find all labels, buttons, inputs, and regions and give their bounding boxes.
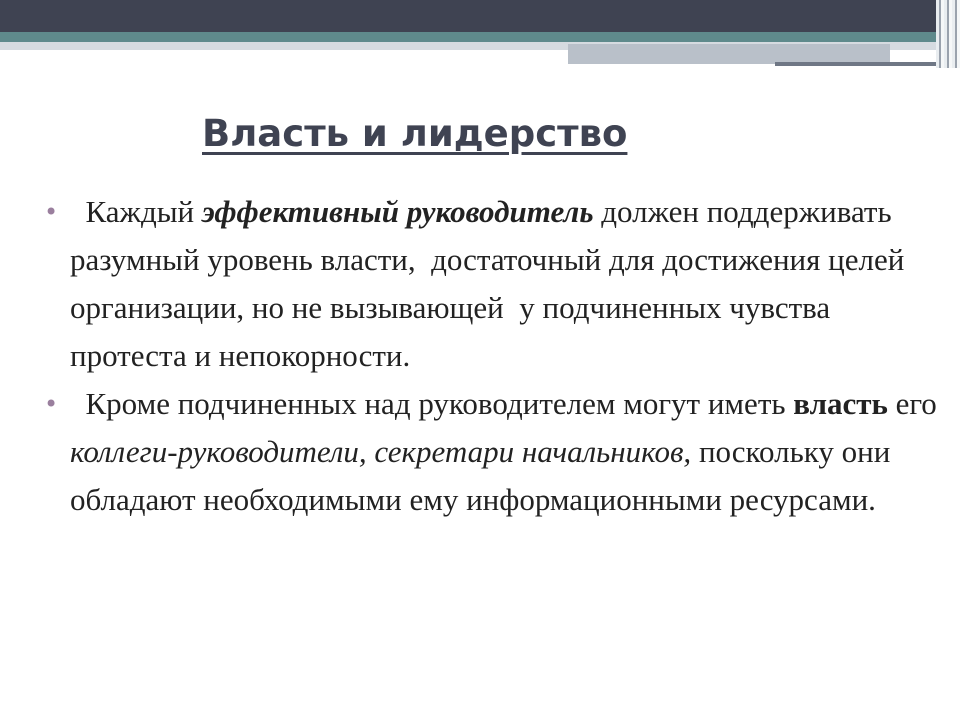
header-teal-bar (0, 32, 960, 42)
bullet-dot-icon: • (44, 198, 59, 226)
header-dark-bar (0, 0, 960, 32)
bullet-2-italic: коллеги-руководители, секретари начальников, (70, 434, 692, 469)
bullet-2-rest: поскольку они обладают необходимыми ему информационными ресурсами. (70, 434, 891, 517)
bullet-2-intro: Кроме подчиненных над руководителем могут иметь (70, 386, 794, 421)
header-accent-box (568, 44, 890, 64)
bullet-1-rest: должен поддерживать разумный уровень власти, достаточный для достижения целей организации, но не вызывающей у подчиненных чувства протеста и непокорности. (70, 194, 913, 373)
bullet-2-connector: его (887, 386, 937, 421)
bullet-list (44, 188, 940, 524)
bullet-item-2 (44, 380, 940, 524)
header-accent-line (775, 62, 945, 66)
bullet-1-emphasis: эффективный руководитель (201, 194, 594, 229)
bullet-item-1 (44, 188, 940, 380)
bullet-dot-icon: • (44, 390, 59, 418)
bullet-2-bold-word: власть (793, 386, 888, 421)
slide-title: Власть и лидерство (202, 112, 628, 155)
header-stripes (936, 0, 960, 68)
bullet-1-intro: Каждый (70, 194, 202, 229)
